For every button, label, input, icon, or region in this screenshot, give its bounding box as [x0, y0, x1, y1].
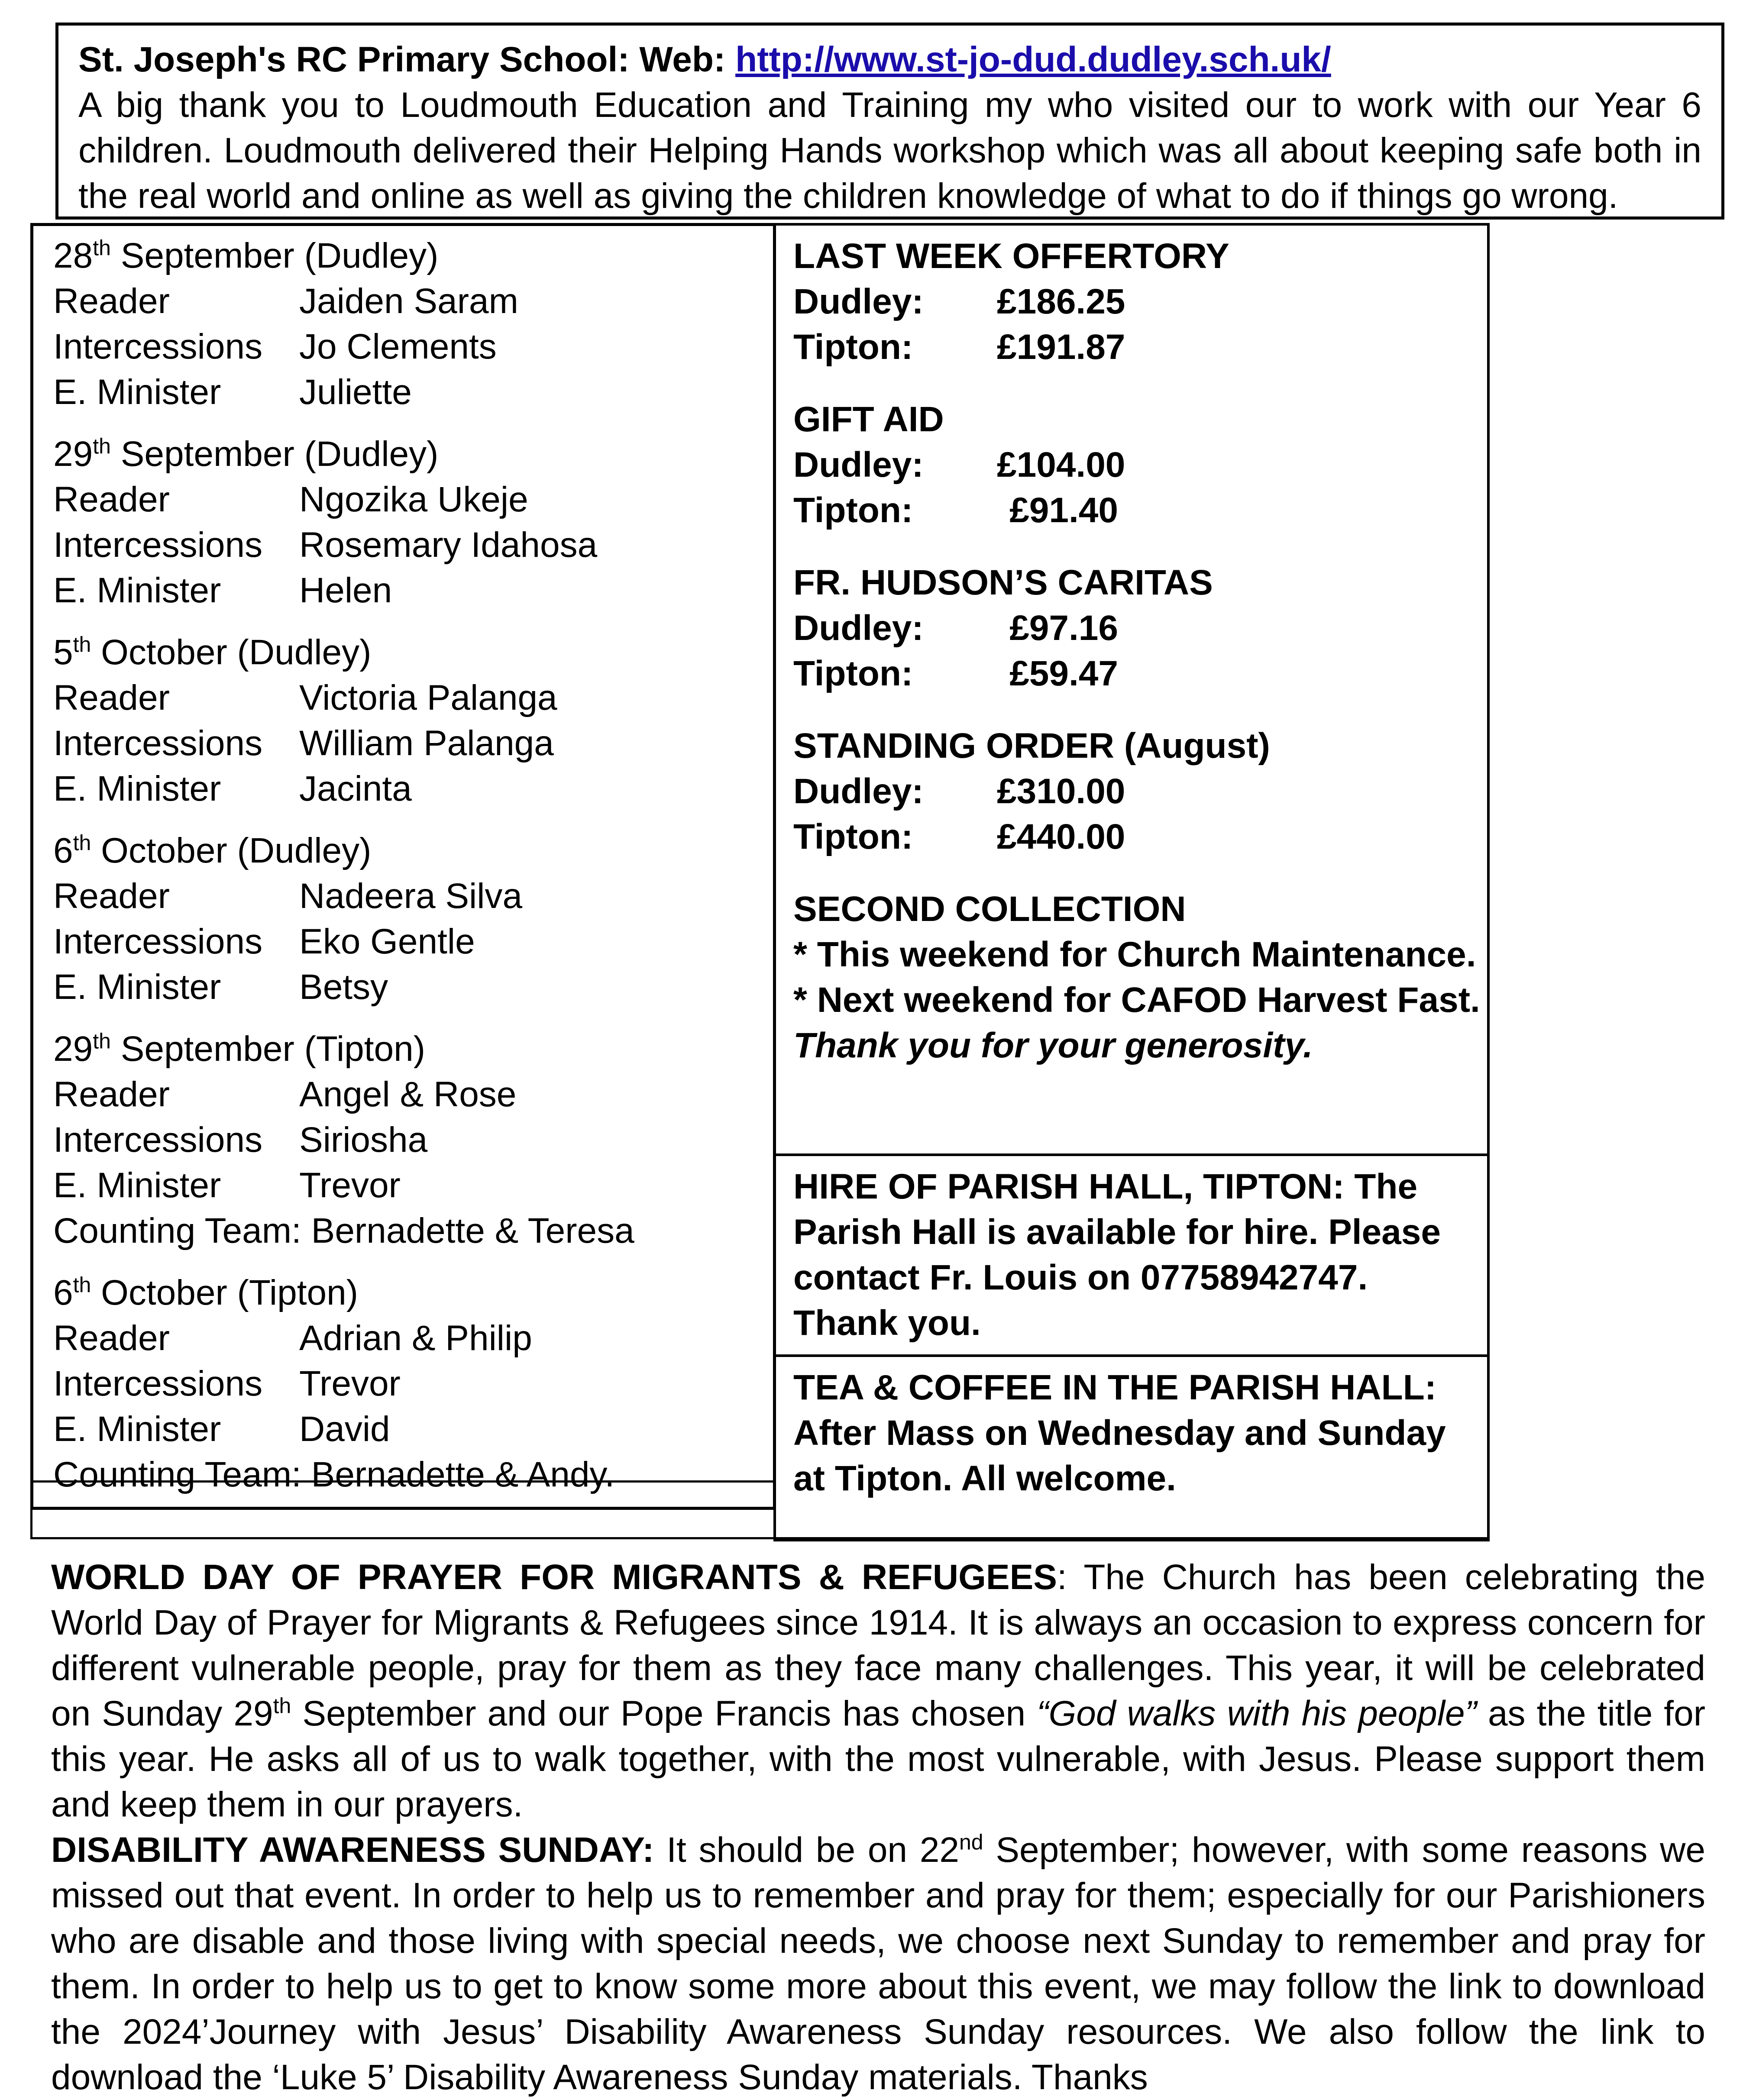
school-notice-text: A big thank you to Loudmouth Education and Training my who visited our to work with our Year 6 children. Loudmouth delivered their Helping Hands workshop which was all about keeping safe both in the real world and online as well as giving the children knowledge of what to do if things go wrong.: [78, 85, 1701, 216]
rota-role: Intercessions: [53, 525, 263, 565]
rota-role: Intercessions: [53, 1364, 263, 1403]
rota-row: [53, 873, 773, 919]
counting-team: Counting Team: Bernadette & Teresa: [53, 1211, 634, 1250]
migrants-quote: “God walks with his people”: [1037, 1694, 1477, 1733]
offertory-amount: £104.00: [997, 445, 1125, 485]
rota-section: [53, 233, 773, 415]
offertory-amount: £191.87: [997, 327, 1125, 367]
offertory-amount: £310.00: [997, 772, 1125, 811]
second-collection-thanks: Thank you for your generosity.: [793, 1026, 1313, 1065]
rota-role: Reader: [53, 480, 170, 519]
offertory-group: [793, 397, 1487, 533]
migrants-text-3: as the title for this year. He asks all of us to walk together, with the most vulnerable, with Jesus. Please support them and keep them in our prayers.: [51, 1694, 1706, 1824]
rota-date: 6th October (Dudley): [53, 830, 372, 870]
rota-person: David: [299, 1409, 390, 1449]
rota-role: Intercessions: [53, 724, 263, 763]
offertory-heading: GIFT AID: [793, 400, 944, 439]
rota-row: [53, 1315, 773, 1361]
offertory-location: Dudley:: [793, 772, 924, 811]
rota-person: Trevor: [299, 1166, 401, 1205]
rota-section: [53, 630, 773, 811]
second-collection-line-1: * This weekend for Church Maintenance.: [793, 935, 1476, 974]
rota-role: Reader: [53, 876, 170, 916]
rota-role: E. Minister: [53, 571, 221, 610]
bottom-notices: [51, 1554, 1705, 2100]
rota-person: Rosemary Idahosa: [299, 525, 598, 565]
migrants-heading: WORLD DAY OF PRAYER FOR MIGRANTS & REFUGEES: [51, 1557, 1057, 1597]
rota-role: E. Minister: [53, 769, 221, 808]
rota-date: 29th September (Dudley): [53, 434, 439, 474]
rota-role: Intercessions: [53, 1120, 263, 1160]
school-heading: [78, 37, 1701, 82]
rota-role: Reader: [53, 281, 170, 321]
offertory-groups: [793, 233, 1487, 859]
rota-role: Intercessions: [53, 327, 263, 366]
school-website-link[interactable]: http://www.st-jo-dud.dudley.sch.uk/: [735, 40, 1331, 79]
tea-coffee-text: TEA & COFFEE IN THE PARISH HALL: After Mass on Wednesday and Sunday at Tipton. All welcome.: [793, 1368, 1446, 1498]
disability-text-2: September; however, with some reasons we missed out that event. In order to help us to remember and pray for them; especially for our Parishioners who are disable and those living with special needs, we choose next Sunday to remember and pray for them. In order to help us to get to know some more about this event, we may follow the link to download the 2024’Journey with Jesus’ Disability Awareness Sunday resources. We also follow the link to download the ‘Luke 5’ Disability Awareness Sunday materials. Thanks: [51, 1830, 1706, 2097]
offertory-row: [793, 279, 1487, 324]
rota-date: 6th October (Tipton): [53, 1273, 359, 1312]
migrants-text-1: : The Church has been celebrating the World Day of Prayer for Migrants & Refugees since 1914. It is always an occasion to express concern for different vulnerable people, pray for them as they face many challenges. This year, it will be celebrated on Sunday 29: [51, 1557, 1705, 1733]
offertory-row: [793, 814, 1487, 859]
offertory-row: [793, 488, 1487, 533]
second-collection: [793, 886, 1487, 1068]
rota-role: E. Minister: [53, 1409, 221, 1449]
rota-date: 29th September (Tipton): [53, 1029, 426, 1069]
offertory-row: [793, 442, 1487, 488]
offertory-amount: £186.25: [997, 282, 1125, 321]
offertory-amount: £91.40: [1009, 491, 1118, 530]
offertory-heading: LAST WEEK OFFERTORY: [793, 236, 1229, 276]
rota-person: Helen: [299, 571, 392, 610]
rota-row: [53, 369, 773, 415]
second-collection-heading: SECOND COLLECTION: [793, 889, 1186, 929]
offertory-row: [793, 651, 1487, 696]
offertory-location: Dudley:: [793, 282, 924, 321]
rota-row: [53, 522, 773, 568]
rota-person: Victoria Palanga: [299, 678, 557, 717]
rota-section: [53, 1026, 773, 1254]
rota-date: 28th September (Dudley): [53, 236, 439, 275]
school-notice-box: [55, 23, 1724, 220]
disability-text-1: It should be on 22: [654, 1830, 959, 1870]
offertory-amount: £59.47: [1009, 654, 1118, 693]
rota-section: [53, 828, 773, 1010]
rota-person: Angel & Rose: [299, 1075, 517, 1114]
rota-person: Jacinta: [299, 769, 412, 808]
offertory-heading: STANDING ORDER (August): [793, 726, 1270, 766]
rota-row: [53, 1163, 773, 1208]
offertory-location: Tipton:: [793, 817, 913, 856]
rota-row: [53, 278, 773, 324]
migrants-paragraph: [51, 1554, 1705, 1827]
rota-role: E. Minister: [53, 1166, 221, 1205]
rota-row: [53, 1072, 773, 1117]
offertory-row: [793, 324, 1487, 370]
hire-notice-text: HIRE OF PARISH HALL, TIPTON: The Parish Hall is available for hire. Please contact Fr. Louis on 07758942747. Thank you.: [793, 1167, 1441, 1343]
rota-person: Eko Gentle: [299, 922, 475, 961]
rota-person: Jo Clements: [299, 327, 497, 366]
disability-paragraph: [51, 1827, 1705, 2100]
rota-person: Juliette: [299, 372, 412, 412]
offertory-heading: FR. HUDSON’S CARITAS: [793, 563, 1213, 602]
rota-role: E. Minister: [53, 967, 221, 1007]
offertory-location: Tipton:: [793, 491, 913, 530]
school-title: St. Joseph's RC Primary School: Web:: [78, 40, 736, 79]
offertory-group: [793, 723, 1487, 859]
tea-coffee-notice: [773, 1354, 1490, 1541]
rota-row: [53, 919, 773, 964]
offertory-box: [773, 223, 1490, 1156]
rota-row: [53, 568, 773, 613]
rota-person: Jaiden Saram: [299, 281, 518, 321]
rota-role: Intercessions: [53, 922, 263, 961]
disability-heading: DISABILITY AWARENESS SUNDAY:: [51, 1830, 654, 1870]
rota-person: Siriosha: [299, 1120, 428, 1160]
rota-person: William Palanga: [299, 724, 554, 763]
rota-row: [53, 1117, 773, 1163]
rota-role: Reader: [53, 1318, 170, 1358]
rota-person: Ngozika Ukeje: [299, 480, 528, 519]
offertory-group: [793, 233, 1487, 370]
rota-row: [53, 477, 773, 522]
rota-person: Betsy: [299, 967, 388, 1007]
offertory-location: Dudley:: [793, 445, 924, 485]
rota-row: [53, 1406, 773, 1452]
rota-role: E. Minister: [53, 372, 221, 412]
offertory-group: [793, 560, 1487, 696]
rota-role: Reader: [53, 1075, 170, 1114]
rota-person: Trevor: [299, 1364, 401, 1403]
rota-row: [53, 720, 773, 766]
rota-section: [53, 1270, 773, 1497]
offertory-location: Tipton:: [793, 654, 913, 693]
rota-row: [53, 675, 773, 720]
rota-row: [53, 766, 773, 811]
offertory-amount: £440.00: [997, 817, 1125, 856]
offertory-row: [793, 605, 1487, 651]
disability-sup: nd: [959, 1830, 983, 1854]
migrants-sup: th: [273, 1693, 291, 1718]
migrants-text-2: September and our Pope Francis has chosen: [291, 1694, 1037, 1733]
hire-notice: [773, 1153, 1490, 1357]
offertory-row: [793, 769, 1487, 814]
offertory-location: Tipton:: [793, 327, 913, 367]
rota-section: [53, 431, 773, 613]
rota-role: Reader: [53, 678, 170, 717]
rota-date: 5th October (Dudley): [53, 632, 372, 672]
second-collection-line-2: * Next weekend for CAFOD Harvest Fast.: [793, 980, 1480, 1020]
rota-person: Nadeera Silva: [299, 876, 523, 916]
rota-row: [53, 324, 773, 369]
counting-team: Counting Team: Bernadette & Andy.: [53, 1455, 615, 1494]
rota-row: [53, 964, 773, 1010]
rota-person: Adrian & Philip: [299, 1318, 532, 1358]
rota-row: [53, 1361, 773, 1406]
offertory-location: Dudley:: [793, 608, 924, 648]
ministry-rota: [30, 223, 775, 1510]
offertory-amount: £97.16: [1009, 608, 1118, 648]
